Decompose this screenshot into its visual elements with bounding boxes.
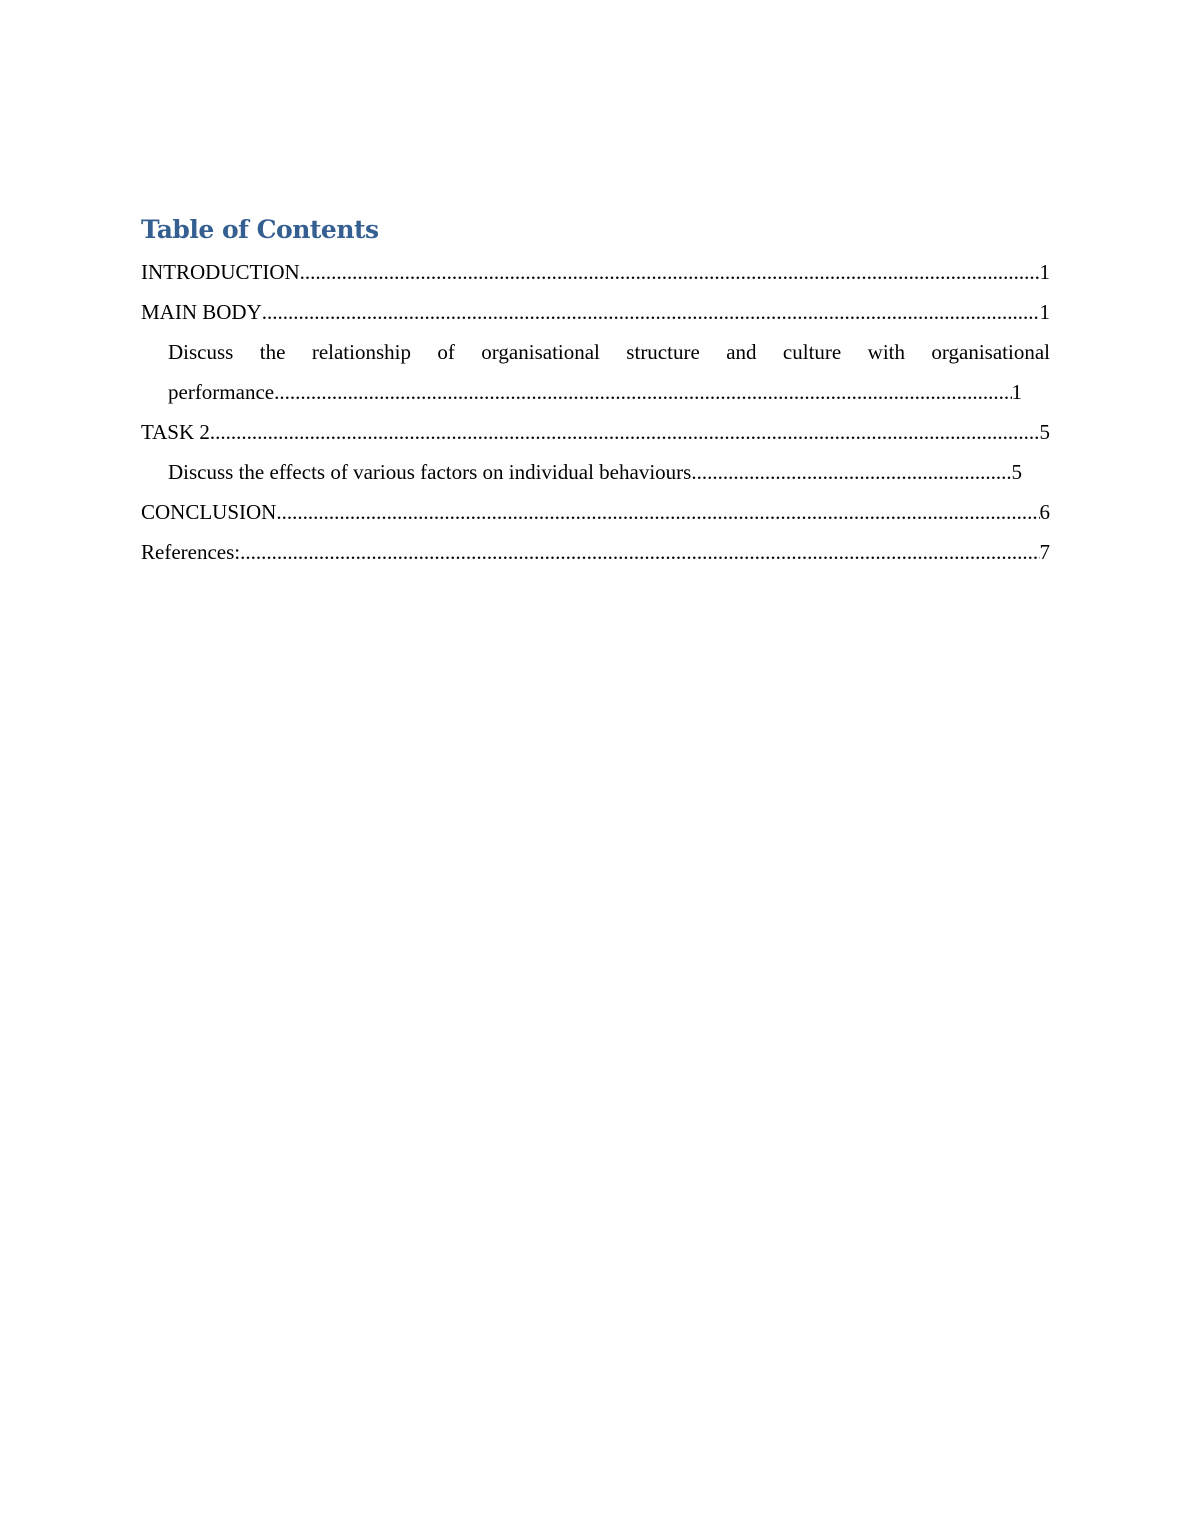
toc-page-number: 1 <box>1039 260 1050 284</box>
toc-entry-org-structure-culture[interactable] <box>141 332 1050 412</box>
toc-entry-references[interactable] <box>141 532 1050 572</box>
toc-entry-individual-behaviours[interactable] <box>141 452 1050 492</box>
toc-entry-text: INTRODUCTION <box>141 260 300 284</box>
dot-leader <box>276 492 1039 532</box>
table-of-contents <box>141 212 1050 572</box>
toc-entry-main-body[interactable] <box>141 292 1050 332</box>
dot-leader <box>274 372 1011 412</box>
toc-page-number: 5 <box>1011 460 1022 484</box>
dot-leader <box>691 452 1011 492</box>
toc-entry-text: performance <box>168 380 275 404</box>
toc-entry-conclusion[interactable] <box>141 492 1050 532</box>
dot-leader <box>210 412 1040 452</box>
toc-page-number: 1 <box>1011 380 1022 404</box>
toc-heading: Table of Contents <box>141 215 379 244</box>
toc-entry-text: References: <box>141 540 241 564</box>
toc-entry-task-2[interactable] <box>141 412 1050 452</box>
dot-leader <box>262 292 1040 332</box>
toc-entry-introduction[interactable] <box>141 252 1050 292</box>
toc-entry-text-line1: Discuss the relationship of organisational structure and culture with organisational <box>168 340 1050 364</box>
toc-entry-text: MAIN BODY <box>141 300 262 324</box>
toc-page-number: 5 <box>1039 420 1050 444</box>
toc-entry-text: TASK 2 <box>141 420 210 444</box>
dot-leader <box>240 532 1039 572</box>
toc-page-number: 6 <box>1039 500 1050 524</box>
toc-page-number: 1 <box>1039 300 1050 324</box>
toc-entry-text: Discuss the effects of various factors on individual behaviours <box>168 460 692 484</box>
toc-page-number: 7 <box>1039 540 1050 564</box>
toc-entry-text: CONCLUSION <box>141 500 277 524</box>
dot-leader <box>300 252 1040 292</box>
